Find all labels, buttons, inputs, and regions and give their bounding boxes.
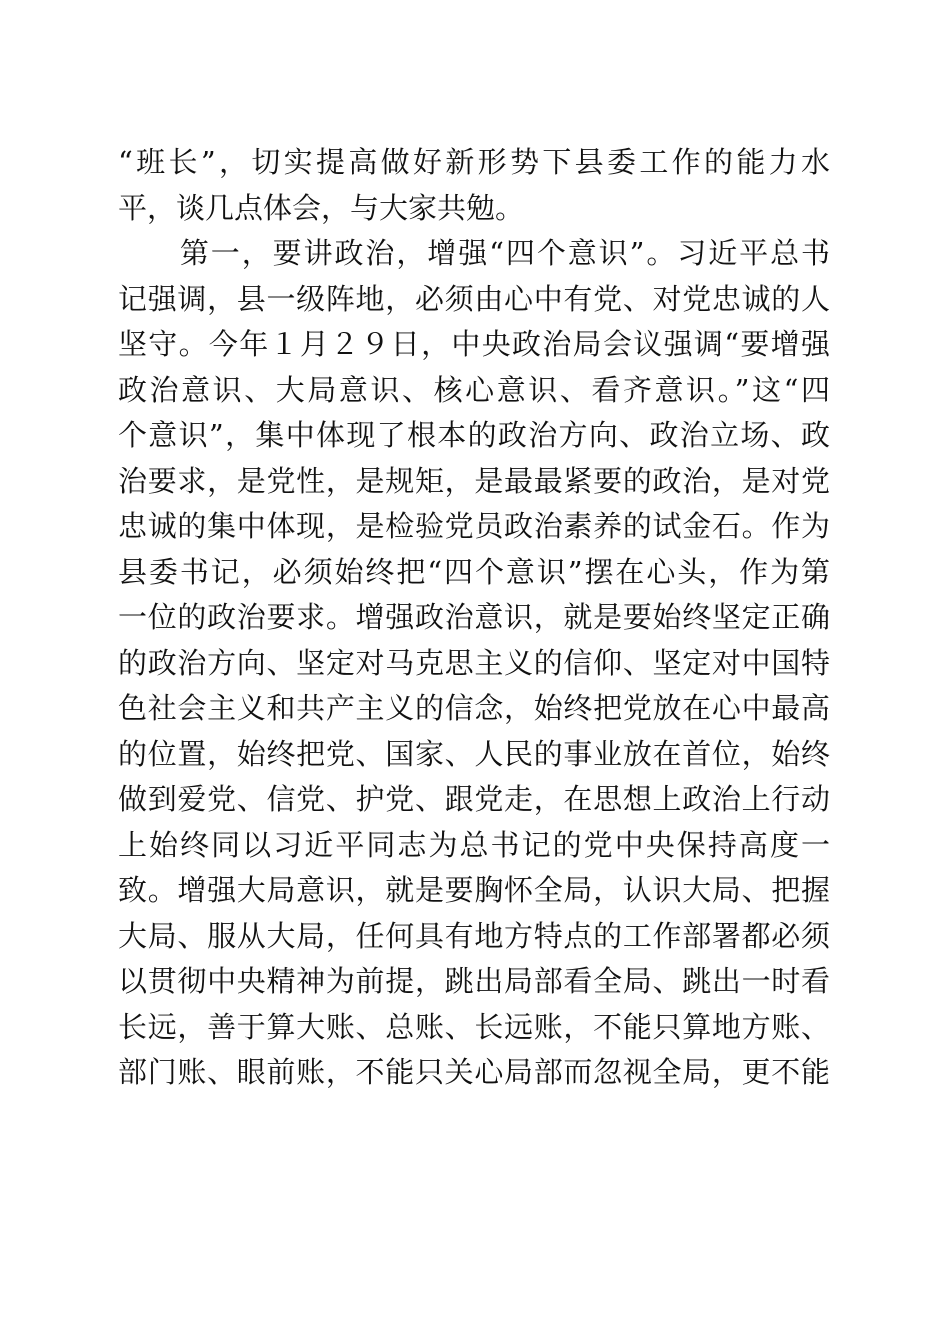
text-line: 忠诚的集中体现，是检验党员政治素养的试金石。作为 xyxy=(118,509,830,543)
text-line: 治要求，是党性，是规矩，是最最紧要的政治，是对党 xyxy=(118,463,830,498)
text-line: 坚守。今年１月２９日，中央政治局会议强调“要增强 xyxy=(118,327,830,361)
text-line: 一位的政治要求。增强政治意识，就是要始终坚定正确 xyxy=(118,600,830,634)
text-line: 记强调，县一级阵地，必须由心中有党、对党忠诚的人 xyxy=(118,281,830,316)
text-line: 平，谈几点体会，与大家共勉。 xyxy=(118,190,525,225)
text-line: 政治意识、大局意识、核心意识、看齐意识。”这“四 xyxy=(118,372,830,407)
body-text xyxy=(118,140,830,1096)
text-line: 做到爱党、信党、护党、跟党走，在思想上政治上行动 xyxy=(118,782,830,816)
text-line: 的位置，始终把党、国家、人民的事业放在首位，始终 xyxy=(118,736,830,771)
text-line: 大局、服从大局，任何具有地方特点的工作部署都必须 xyxy=(118,918,830,953)
text-line: “班长”，切实提高做好新形势下县委工作的能力水 xyxy=(118,145,830,179)
text-line: 以贯彻中央精神为前提，跳出局部看全局、跳出一时看 xyxy=(118,964,830,998)
text-line: 部门账、眼前账，不能只关心局部而忽视全局，更不能 xyxy=(118,1055,830,1089)
text-line: 第一，要讲政治，增强“四个意识”。习近平总书 xyxy=(118,236,830,270)
text-line: 致。增强大局意识，就是要胸怀全局，认识大局、把握 xyxy=(118,873,830,907)
text-line: 个意识”，集中体现了根本的政治方向、政治立场、政 xyxy=(118,418,830,452)
text-line: 长远，善于算大账、总账、长远账，不能只算地方账、 xyxy=(118,1009,830,1044)
text-line: 县委书记，必须始终把“四个意识”摆在心头，作为第 xyxy=(118,554,830,589)
text-line: 的政治方向、坚定对马克思主义的信仰、坚定对中国特 xyxy=(118,645,830,680)
text-line: 色社会主义和共产主义的信念，始终把党放在心中最高 xyxy=(118,691,830,725)
text-line: 上始终同以习近平同志为总书记的党中央保持高度一 xyxy=(118,827,830,862)
